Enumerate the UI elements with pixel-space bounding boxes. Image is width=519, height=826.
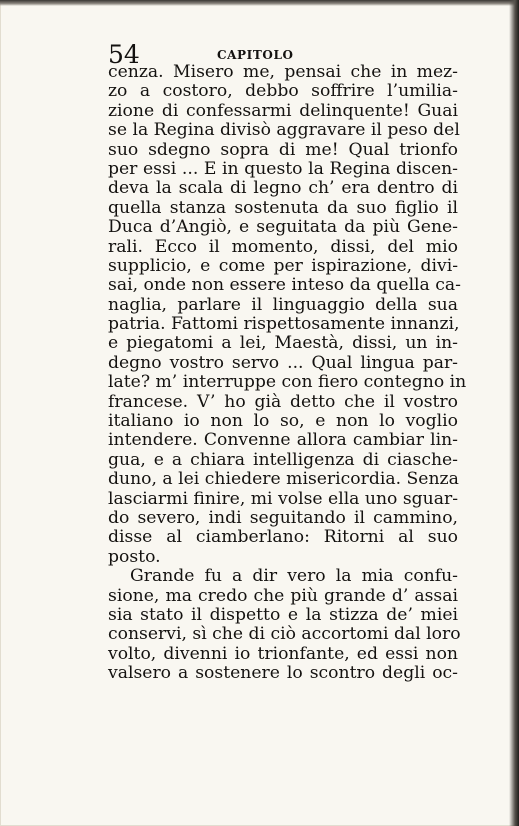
text-line-paragraph-start: Grande fu a dir vero la mia confu- [130,566,458,587]
text-line: lasciarmi finire, mi volse ella uno sguar- [108,488,459,509]
page-binding-shadow [509,0,519,826]
page-number: 54 [108,40,140,69]
text-line: per essi ... E in questo la Regina discen- [108,158,458,179]
text-line: zo a costoro, debbo soffrire l’umilia- [108,81,458,102]
text-line: naglia, parlare il linguaggio della sua [108,294,458,315]
text-line: supplicio, e come per ispirazione, divi- [108,255,458,276]
text-line-paragraph-end: posto. [108,546,161,567]
text-line: valsero a sostenere lo scontro degli oc- [108,663,458,684]
text-line: conservi, sì che di ciò accortomi dal loro [108,624,461,645]
text-line: sia stato il dispetto e la stizza de’ miei [108,604,458,625]
text-line: quella stanza sostenuta da suo figlio il [108,197,458,218]
text-line: e piegatomi a lei, Maestà, dissi, un in- [108,333,458,354]
text-line: volto, divenni io trionfante, ed essi non [108,643,458,664]
text-line: disse al ciamberlano: Ritorni al suo [108,527,458,548]
text-line: suo sdegno sopra di me! Qual trionfo [108,139,458,160]
text-line: se la Regina divisò aggravare il peso del [108,120,460,141]
text-line: patria. Fattomi rispettosamente innanzi, [108,314,460,335]
text-line: zione di confessarmi delinquente! Guai [108,100,458,121]
text-line: sai, onde non essere inteso da quella ca- [108,275,461,296]
body-text [108,62,467,684]
text-line: degno vostro servo ... Qual lingua par- [108,352,458,373]
text-line: late? m’ interruppe con fiero contegno in [108,372,467,393]
text-line: duno, a lei chiedere misericordia. Senza [108,469,459,490]
text-line: italiano io non lo so, e non lo voglio [108,411,458,432]
text-line: cenza. Misero me, pensai che in mez- [108,62,458,82]
text-line: gua, e a chiara intelligenza di ciasche- [108,449,458,470]
text-line: deva la scala di legno ch’ era dentro di [108,178,458,199]
text-line: sione, ma credo che più grande d’ assai [108,585,458,606]
text-line: do severo, indi seguitando il cammino, [108,507,458,528]
text-line: Duca d’Angiò, e seguitata da più Gene- [108,217,458,238]
page-top-edge-shadow [0,0,519,6]
text-line: intendere. Convenne allora cambiar lin- [108,430,458,451]
running-head: CAPITOLO [217,48,294,62]
text-line: rali. Ecco il momento, dissi, del mio [108,236,458,257]
text-line: francese. V’ ho già detto che il vostro [108,391,458,412]
